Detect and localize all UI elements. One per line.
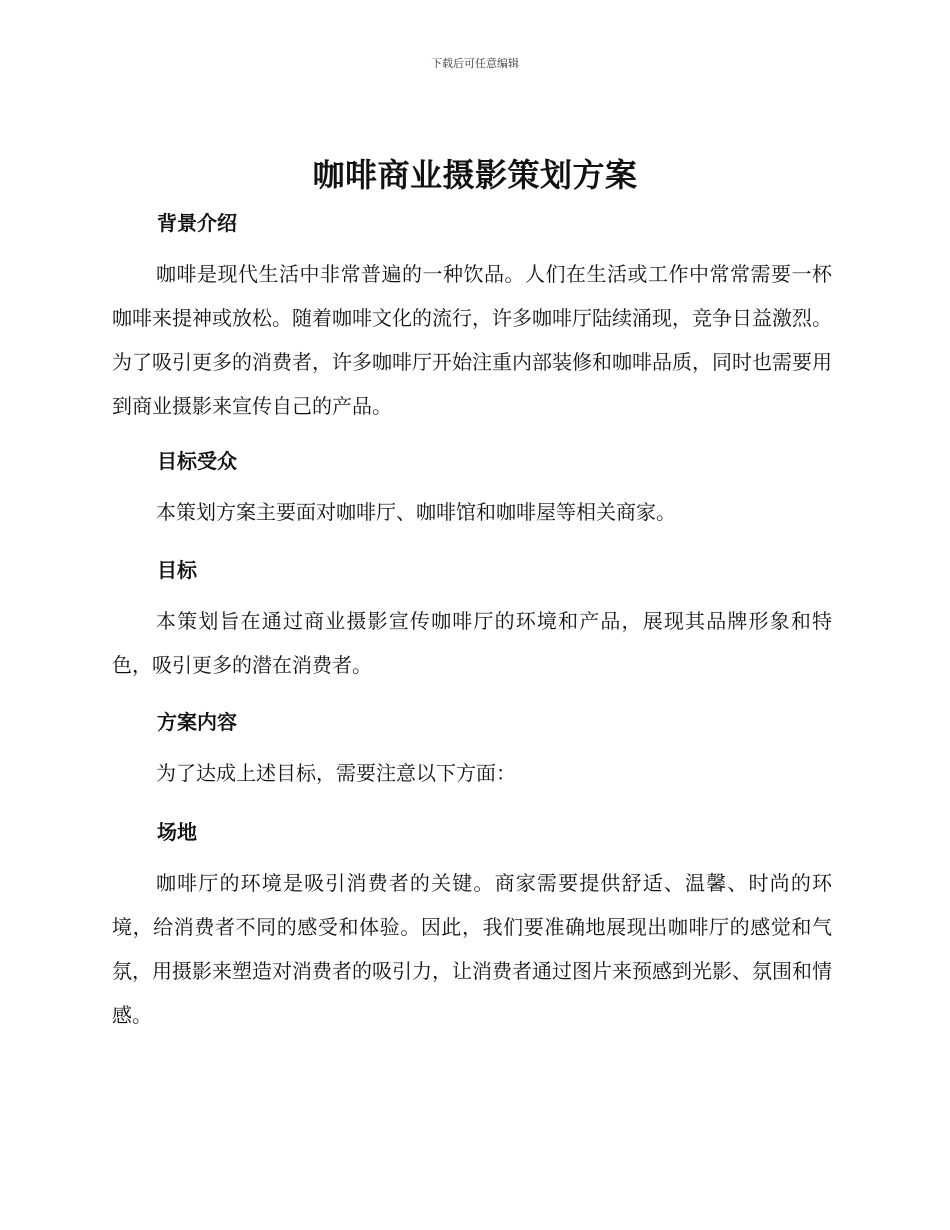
page-title: 咖啡商业摄影策划方案 [312, 156, 638, 194]
section-heading-venue: 场地 [157, 820, 197, 844]
section-paragraph-background: 咖啡是现代生活中非常普遍的一种饮品。人们在生活或工作中常常需要一杯咖啡来提神或放松。随着咖啡文化的流行，许多咖啡厅陆续涌现，竞争日益激烈。为了吸引更多的消费者，许多咖啡厅开始注重内部装修和咖啡品质，同时也需要用到商业摄影来宣传自己的产品。 [112, 262, 832, 418]
section-heading-audience: 目标受众 [157, 449, 237, 473]
section-heading-goal: 目标 [157, 558, 197, 582]
section-paragraph-venue: 咖啡厅的环境是吸引消费者的关键。商家需要提供舒适、温馨、时尚的环境，给消费者不同的感受和体验。因此，我们要准确地展现出咖啡厅的感觉和气氛，用摄影来塑造对消费者的吸引力，让消费者通过图片来预感到光影、氛围和情感。 [112, 871, 832, 1027]
section-paragraph-goal: 本策划旨在通过商业摄影宣传咖啡厅的环境和产品，展现其品牌形象和特色，吸引更多的潜在消费者。 [112, 609, 832, 677]
section-heading-background: 背景介绍 [157, 211, 237, 235]
section-paragraph-plan-content: 为了达成上述目标，需要注意以下方面： [156, 761, 516, 785]
section-heading-plan-content: 方案内容 [157, 710, 237, 734]
section-paragraph-audience: 本策划方案主要面对咖啡厅、咖啡馆和咖啡屋等相关商家。 [156, 500, 676, 524]
header-note: 下载后可任意编辑 [431, 57, 519, 70]
